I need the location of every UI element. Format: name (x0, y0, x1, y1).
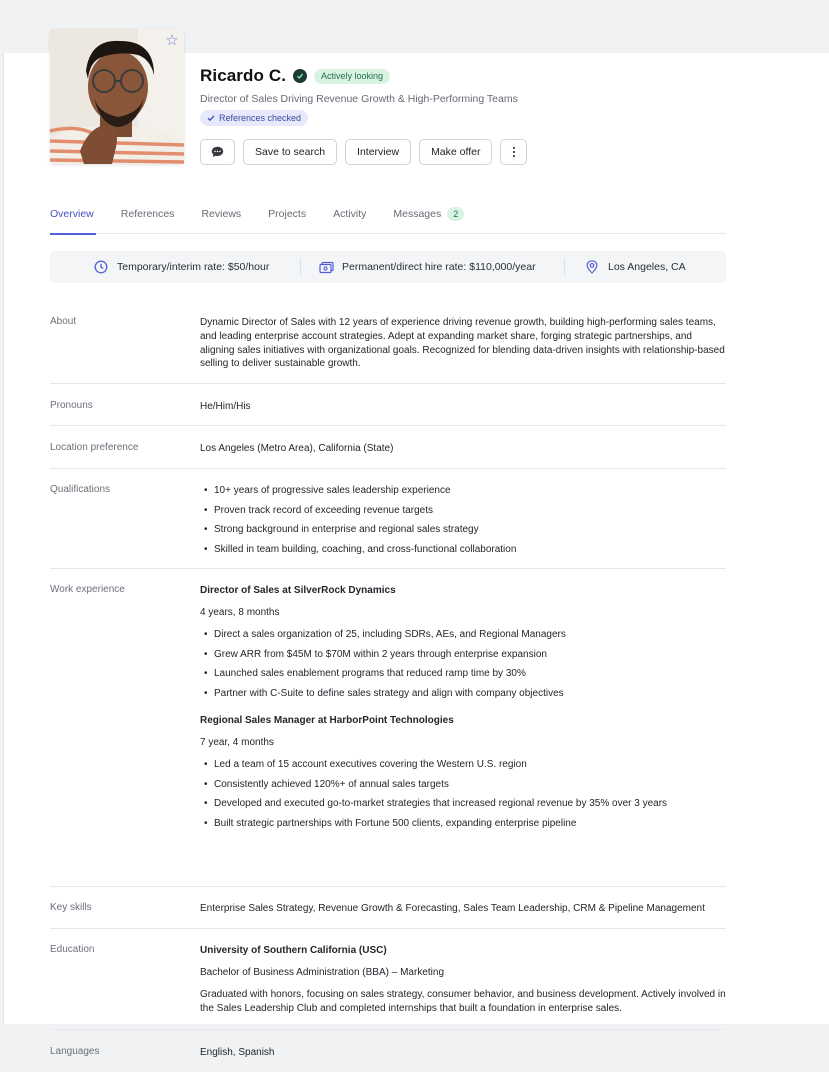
tab-overview[interactable] (50, 205, 94, 234)
job-title: Director of Sales at SilverRock Dynamics (200, 585, 396, 596)
degree: Bachelor of Business Administration (BBA) – Marketing (200, 967, 444, 978)
rates-bar (50, 251, 726, 283)
action-bar (200, 139, 527, 165)
pronouns-row (50, 384, 726, 426)
permanent-rate-text: Permanent/direct hire rate: $110,000/year (342, 261, 536, 273)
verified-icon (293, 69, 307, 83)
location-preference-row (50, 426, 726, 469)
list-item: • Grew ARR from $45M to $70M within 2 years through enterprise expansion (200, 648, 728, 668)
tab-references[interactable] (121, 205, 175, 234)
tab-projects[interactable] (268, 205, 306, 234)
candidate-headline: Director of Sales Driving Revenue Growth & High-Performing Teams (200, 93, 518, 105)
list-item: • Strong background in enterprise and regional sales strategy (200, 523, 728, 543)
location-preference-value: Los Angeles (Metro Area), California (State) (200, 443, 394, 454)
education-row (50, 929, 726, 1030)
key-skills-row (50, 887, 726, 929)
favorite-star-icon[interactable]: ☆ (165, 32, 179, 49)
pronouns-label: Pronouns (50, 400, 93, 411)
education-label: Education (50, 944, 95, 955)
make-offer-button[interactable]: Make offer (419, 139, 492, 165)
school-name: University of Southern California (USC) (200, 945, 387, 956)
messages-count-badge: 2 (447, 207, 464, 221)
about-text: Dynamic Director of Sales with 12 years of experience driving revenue growth, building high-performing sales teams, and leading enterprise account strategies. Adept at expanding market share, forging strategic partnerships, and aligning sales initiatives with organizational goals. Recognized for blending data-driven insights with relationship-based selling to deliver sustainable growth. (200, 317, 725, 370)
candidate-name: Ricardo C. (200, 66, 287, 85)
rate-divider (564, 258, 565, 276)
tab-activity[interactable] (333, 205, 366, 234)
tab-label: References (120, 208, 175, 220)
avatar (50, 29, 184, 164)
profile-tabs (50, 205, 726, 234)
status-badge: Actively looking (314, 69, 390, 84)
references-badge-label: References checked (219, 113, 302, 123)
check-icon (207, 114, 215, 122)
more-options-button[interactable] (500, 139, 527, 165)
temporary-rate-text: Temporary/interim rate: $50/hour (117, 261, 270, 273)
list-item: • Skilled in team building, coaching, and cross-functional collaboration (200, 543, 728, 563)
vertical-dots-icon (512, 146, 516, 158)
temporary-rate (94, 259, 269, 275)
tab-reviews[interactable] (201, 205, 241, 234)
tab-label: Activity (333, 208, 367, 220)
message-button[interactable] (200, 139, 235, 165)
job-bullets (200, 758, 728, 836)
education-description: Graduated with honors, focusing on sales strategy, consumer behavior, and business development. Actively involved in the Sales Leadership Club and completed internships that built a foundation in enterprise sales. (200, 989, 726, 1014)
tab-label: Overview (50, 208, 94, 220)
qualifications-label: Qualifications (50, 484, 111, 495)
list-item: • Consistently achieved 120%+ of annual sales targets (200, 778, 728, 798)
list-item: • Proven track record of exceeding revenue targets (200, 504, 728, 524)
work-experience-content (200, 584, 728, 836)
list-item: • Direct a sales organization of 25, including SDRs, AEs, and Regional Managers (200, 628, 728, 648)
list-item: • Developed and executed go-to-market strategies that increased regional revenue by 35% over 3 years (200, 797, 728, 817)
references-badge (200, 110, 308, 126)
list-item: • Led a team of 15 account executives covering the Western U.S. region (200, 758, 728, 778)
job-duration: 7 year, 4 months (200, 737, 274, 748)
tab-messages[interactable] (393, 205, 464, 234)
job-title: Regional Sales Manager at HarborPoint Technologies (200, 715, 454, 726)
key-skills-label: Key skills (50, 902, 92, 913)
work-experience-label: Work experience (50, 584, 125, 595)
location-text: Los Angeles, CA (608, 261, 686, 273)
location (585, 259, 686, 275)
location-preference-label: Location preference (50, 442, 139, 453)
job-bullets (200, 628, 728, 706)
interview-button[interactable]: Interview (345, 139, 411, 165)
rate-divider (300, 258, 301, 276)
pronouns-value: He/Him/His (200, 401, 251, 412)
tab-label: Projects (268, 208, 307, 220)
permanent-rate (319, 259, 536, 275)
languages-value: English, Spanish (200, 1047, 275, 1058)
save-to-search-button[interactable]: Save to search (243, 139, 337, 165)
avatar-photo (50, 29, 184, 164)
chat-bubble-icon (211, 146, 224, 158)
qualifications-list (200, 484, 728, 562)
about-label: About (50, 316, 77, 327)
list-item: • Launched sales enablement programs that reduced ramp time by 30% (200, 667, 728, 687)
list-item: • Partner with C-Suite to define sales strategy and align with company objectives (200, 687, 728, 707)
profile-card (3, 32, 829, 1058)
clock-icon (94, 260, 108, 274)
about-row (50, 283, 726, 384)
qualifications-row (50, 469, 726, 569)
location-pin-icon (585, 260, 599, 274)
key-skills-value: Enterprise Sales Strategy, Revenue Growth & Forecasting, Sales Team Leadership, CRM & Pipeline Management (200, 903, 705, 914)
cash-icon (319, 260, 333, 274)
languages-label: Languages (50, 1046, 100, 1057)
list-item: • 10+ years of progressive sales leadership experience (200, 484, 728, 504)
education-content (200, 944, 728, 1016)
name-row (200, 65, 390, 87)
work-experience-row (50, 569, 726, 887)
job-duration: 4 years, 8 months (200, 607, 280, 618)
list-item: • Built strategic partnerships with Fortune 500 clients, expanding enterprise pipeline (200, 817, 728, 837)
tab-label: Messages (393, 208, 442, 220)
languages-row (50, 1030, 726, 1072)
tab-label: Reviews (201, 208, 242, 220)
